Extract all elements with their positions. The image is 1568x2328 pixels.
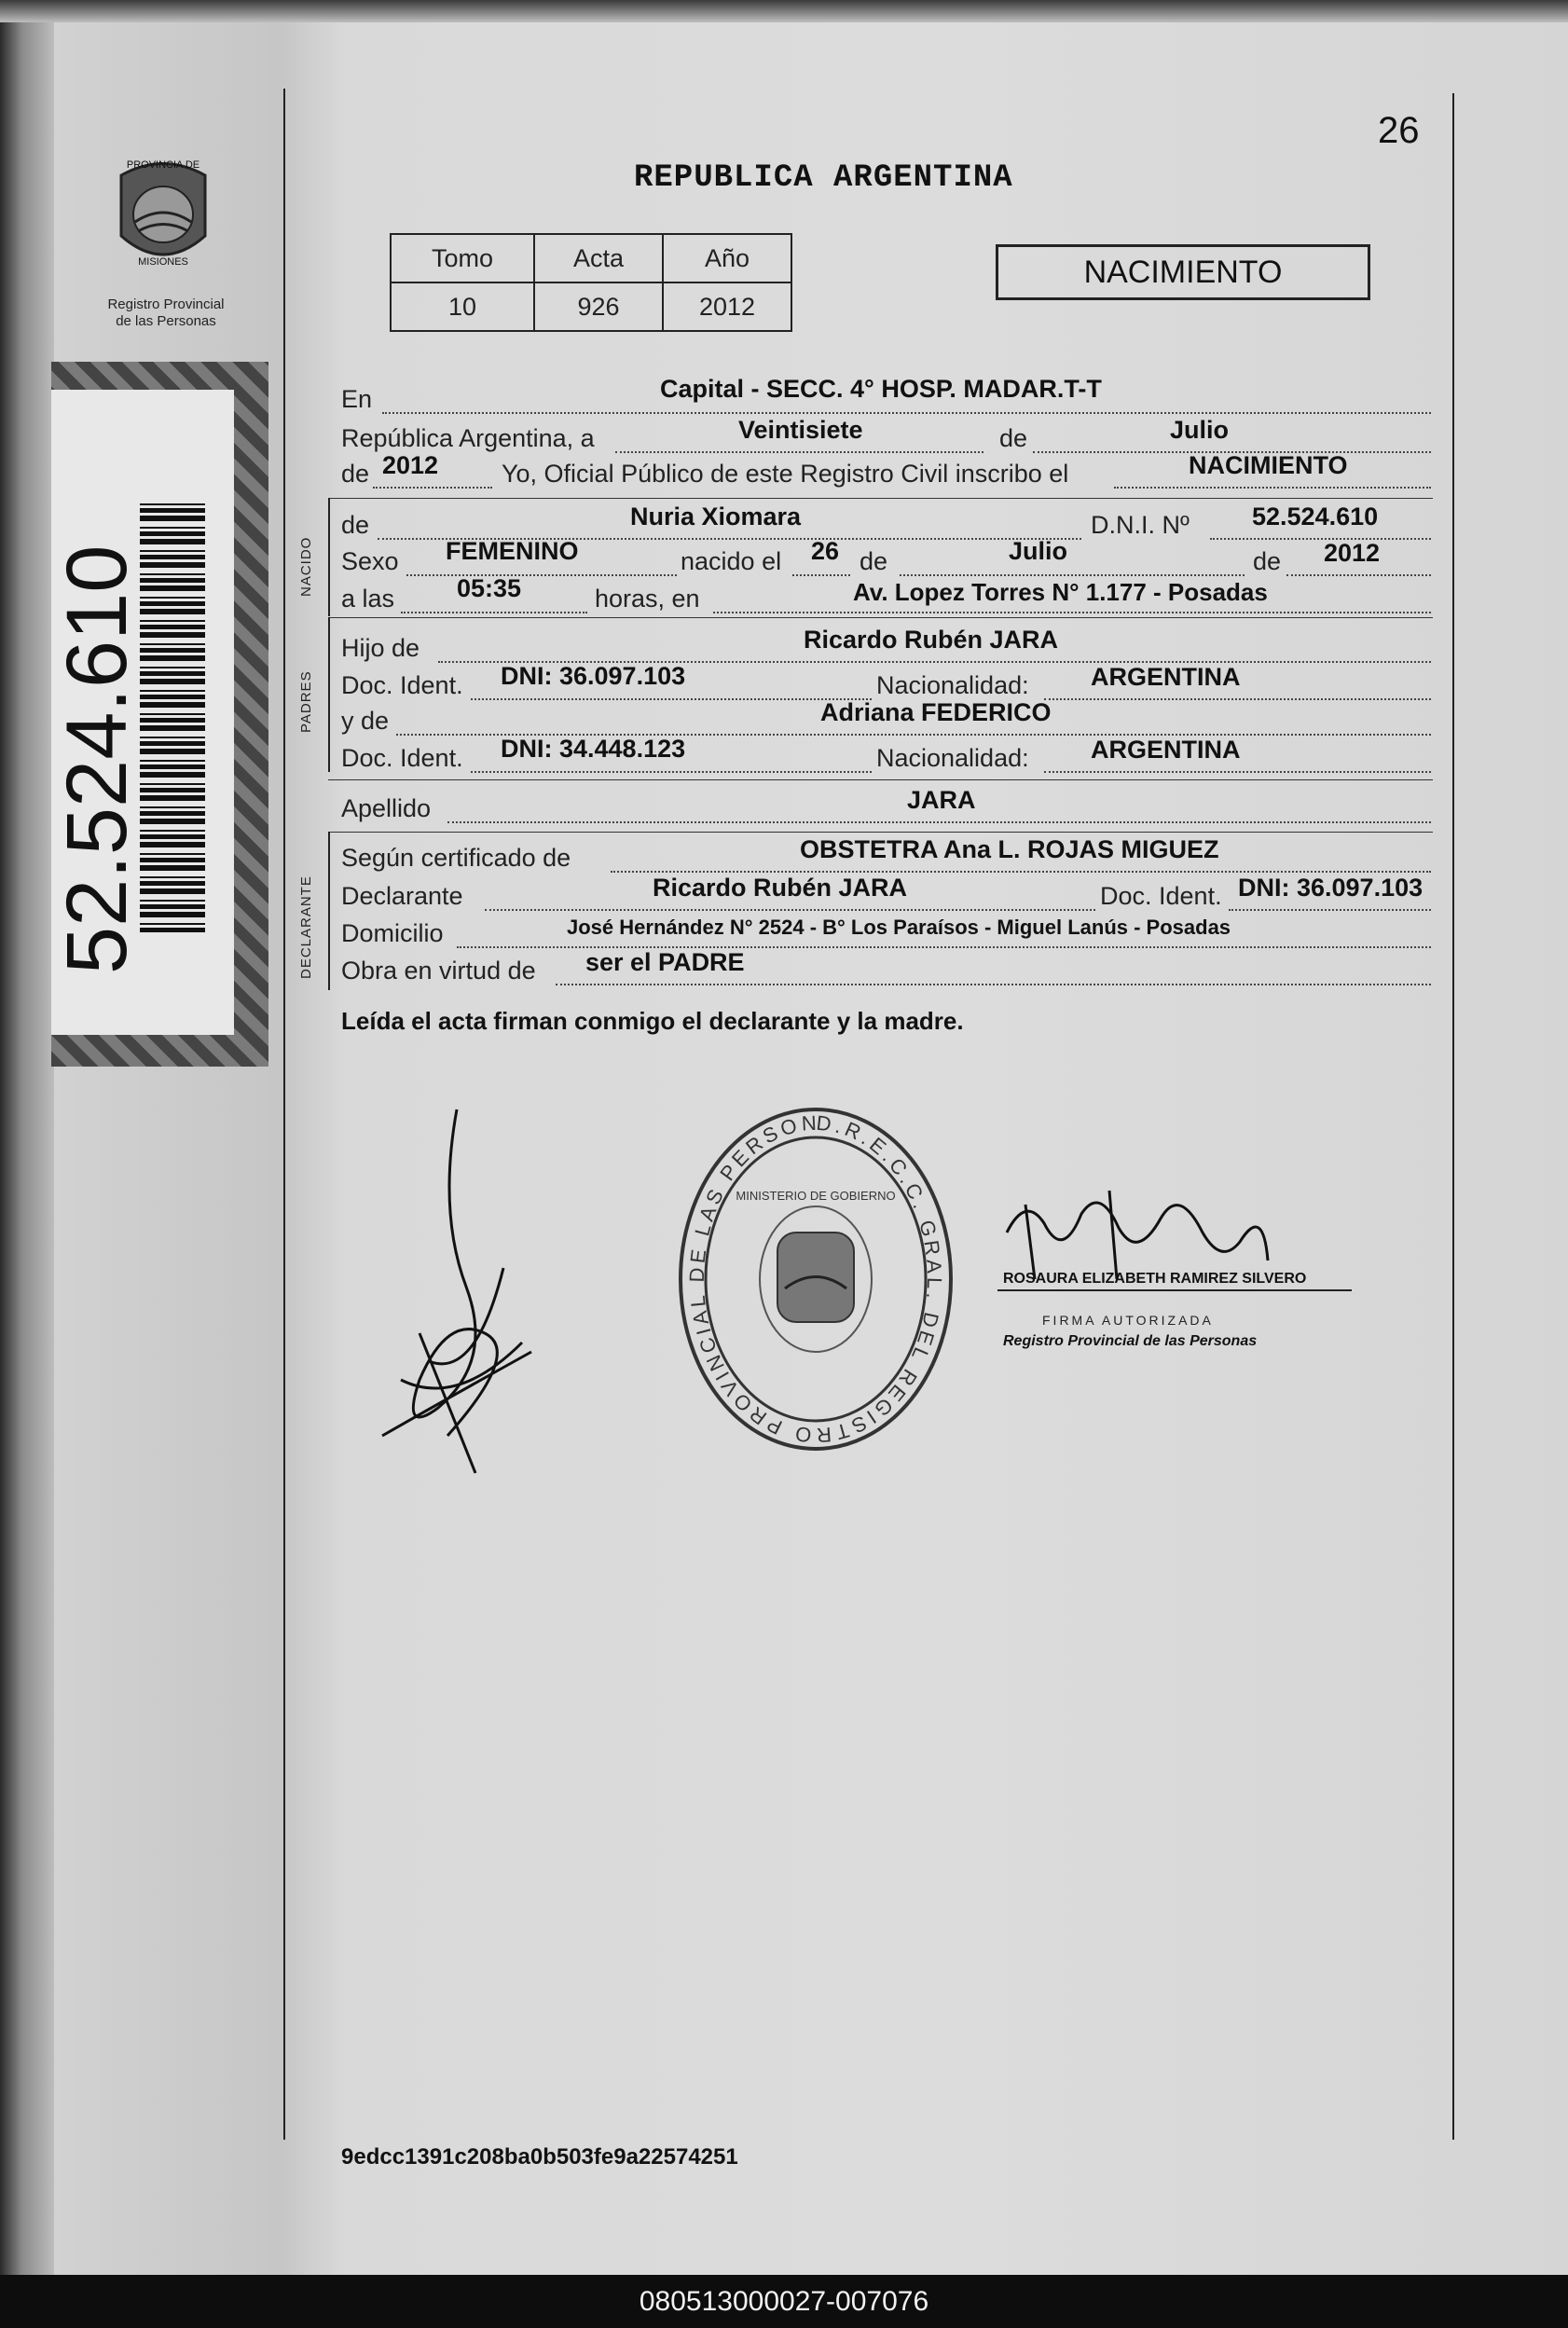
page-number: 26: [1378, 110, 1420, 151]
dotted-line: [1286, 574, 1431, 576]
declarante-label: Declarante: [341, 882, 463, 910]
side-label-padres: PADRES: [298, 670, 314, 733]
declarante: Ricardo Rubén JARA: [653, 874, 908, 902]
apellido: JARA: [907, 786, 976, 814]
obra: ser el PADRE: [585, 948, 745, 976]
emblem-caption-line2: de las Personas: [116, 313, 216, 329]
doc-ident-label: Doc. Ident.: [1100, 882, 1222, 910]
dotted-line: [611, 871, 1431, 873]
de-label: de: [860, 547, 888, 575]
right-margin-line: [1452, 93, 1454, 2140]
stamp-line: [997, 1289, 1352, 1291]
seal-icon: [675, 1102, 956, 1456]
dotted-line: [471, 698, 872, 700]
yde-label: y de: [341, 707, 390, 735]
dni: 52.524.610: [1252, 503, 1379, 530]
dotted-line: [373, 487, 492, 489]
dotted-line: [1229, 909, 1431, 911]
stamp-org: Registro Provincial de las Personas: [1003, 1333, 1258, 1349]
dotted-line: [382, 412, 1431, 414]
dotted-line: [615, 451, 983, 453]
stamp-title: FIRMA AUTORIZADA: [1042, 1313, 1214, 1328]
closing-text: Leída el acta firman conmigo el declarante y la madre.: [341, 1007, 964, 1035]
tomo-label: Tomo: [391, 234, 534, 282]
dotted-line: [401, 612, 587, 613]
dotted-line: [447, 821, 1431, 823]
certificado: OBSTETRA Ana L. ROJAS MIGUEZ: [800, 835, 1219, 863]
hora: 05:35: [457, 574, 522, 602]
nacionalidad-label: Nacionalidad:: [876, 744, 1029, 772]
document-type-box: [996, 244, 1370, 300]
acta-label: Acta: [534, 234, 663, 282]
anio-label: Año: [663, 234, 791, 282]
province-emblem: [93, 147, 233, 287]
alas-label: a las: [341, 585, 395, 613]
dotted-line: [1114, 487, 1431, 489]
horas-label: horas, en: [595, 585, 700, 613]
anio-texto: 2012: [382, 451, 439, 479]
sexo: FEMENINO: [446, 537, 579, 565]
hijo-label: Hijo de: [341, 634, 420, 662]
left-margin-line: [283, 89, 285, 2140]
doc-ident-label: Doc. Ident.: [341, 744, 463, 772]
padre: Ricardo Rubén JARA: [804, 626, 1059, 654]
oficial-text: Yo, Oficial Público de este Registro Civil inscribo el: [502, 460, 1069, 488]
domicilio: José Hernández N° 2524 - B° Los Paraísos - Miguel Lanús - Posadas: [567, 916, 1231, 939]
emblem-text-bottom: MISIONES: [138, 256, 188, 268]
emblem-text-top: PROVINCIA DE: [126, 159, 200, 171]
official-seal: [675, 1102, 956, 1456]
dotted-line: [1044, 771, 1431, 773]
nacido-label: nacido el: [681, 547, 782, 575]
lugar-nacimiento: Av. Lopez Torres N° 1.177 - Posadas: [853, 578, 1268, 606]
barcode-number: 52.524.610: [49, 544, 144, 974]
de-label: de: [999, 424, 1028, 452]
tomo-value: 10: [391, 282, 534, 331]
signature-madre: [364, 1100, 550, 1482]
dia-texto: Veintisiete: [738, 416, 863, 444]
obra-label: Obra en virtud de: [341, 957, 536, 985]
nacionalidad-label: Nacionalidad:: [876, 671, 1029, 699]
dotted-line: [406, 574, 677, 576]
emblem-caption: [82, 296, 250, 330]
anio-value: 2012: [663, 282, 791, 331]
dotted-line: [713, 612, 1431, 613]
sexo-label: Sexo: [341, 547, 399, 575]
segun-label: Según certificado de: [341, 844, 571, 872]
dotted-line: [556, 984, 1431, 985]
seal-inner-text: MINISTERIO DE GOBIERNO: [736, 1189, 896, 1203]
padre-dni: DNI: 36.097.103: [501, 662, 686, 690]
de-label: de: [341, 511, 370, 539]
section-divider: [328, 832, 1433, 833]
section-divider: [328, 779, 1433, 780]
dotted-line: [1044, 698, 1431, 700]
nac-dia: 26: [811, 537, 840, 565]
mes-texto: Julio: [1170, 416, 1230, 444]
barcode-icon: [140, 503, 205, 932]
dotted-line: [1210, 538, 1431, 540]
section-bracket: [328, 617, 330, 772]
header-title: REPUBLICA ARGENTINA: [634, 160, 1013, 196]
section-bracket: [328, 832, 330, 990]
nombre: Nuria Xiomara: [630, 503, 802, 530]
dni-label: D.N.I. Nº: [1091, 511, 1190, 539]
stamp-name: ROSAURA ELIZABETH RAMIREZ SILVERO: [1003, 1271, 1307, 1287]
dotted-line: [471, 771, 872, 773]
madre-dni: DNI: 34.448.123: [501, 735, 686, 763]
book-spine: [0, 0, 54, 2275]
scan-top-edge: [0, 0, 1568, 22]
republica-label: República Argentina, a: [341, 424, 595, 452]
declarante-dni: DNI: 36.097.103: [1238, 874, 1424, 902]
acta-value: 926: [534, 282, 663, 331]
section-bracket: [328, 498, 330, 616]
registry-table: [390, 233, 792, 332]
dotted-line: [485, 909, 1095, 911]
madre: Adriana FEDERICO: [820, 698, 1052, 726]
inscribo-value: NACIMIENTO: [1189, 451, 1348, 479]
nac-anio: 2012: [1324, 539, 1381, 567]
de-label: de: [1253, 547, 1282, 575]
emblem-icon: [93, 147, 233, 287]
scan-code: 080513000027-007076: [0, 2275, 1568, 2328]
doc-ident-label: Doc. Ident.: [341, 671, 463, 699]
nac-mes: Julio: [1009, 537, 1068, 565]
padre-nacionalidad: ARGENTINA: [1091, 663, 1241, 691]
document-hash: 9edcc1391c208ba0b503fe9a22574251: [341, 2144, 738, 2170]
side-label-nacido: NACIDO: [298, 536, 314, 597]
de-label: de: [341, 460, 370, 488]
en-label: En: [341, 385, 373, 413]
dotted-line: [792, 574, 850, 576]
side-label-declarante: DECLARANTE: [298, 875, 314, 979]
lugar-inscripcion: Capital - SECC. 4° HOSP. MADAR.T-T: [660, 375, 1102, 403]
signature-oficial: [997, 1177, 1361, 1307]
madre-nacionalidad: ARGENTINA: [1091, 736, 1241, 764]
domicilio-label: Domicilio: [341, 919, 444, 947]
apellido-label: Apellido: [341, 794, 432, 822]
section-divider: [328, 498, 1433, 499]
section-divider: [328, 617, 1433, 618]
emblem-caption-line1: Registro Provincial: [107, 296, 225, 312]
seal-text: D.R.E.C.C. GRAL. DEL REGISTRO PROVINCIAL DE LAS PERSON: [684, 1110, 947, 1448]
dotted-line: [900, 574, 1245, 576]
document-type: NACIMIENTO: [1083, 255, 1283, 290]
